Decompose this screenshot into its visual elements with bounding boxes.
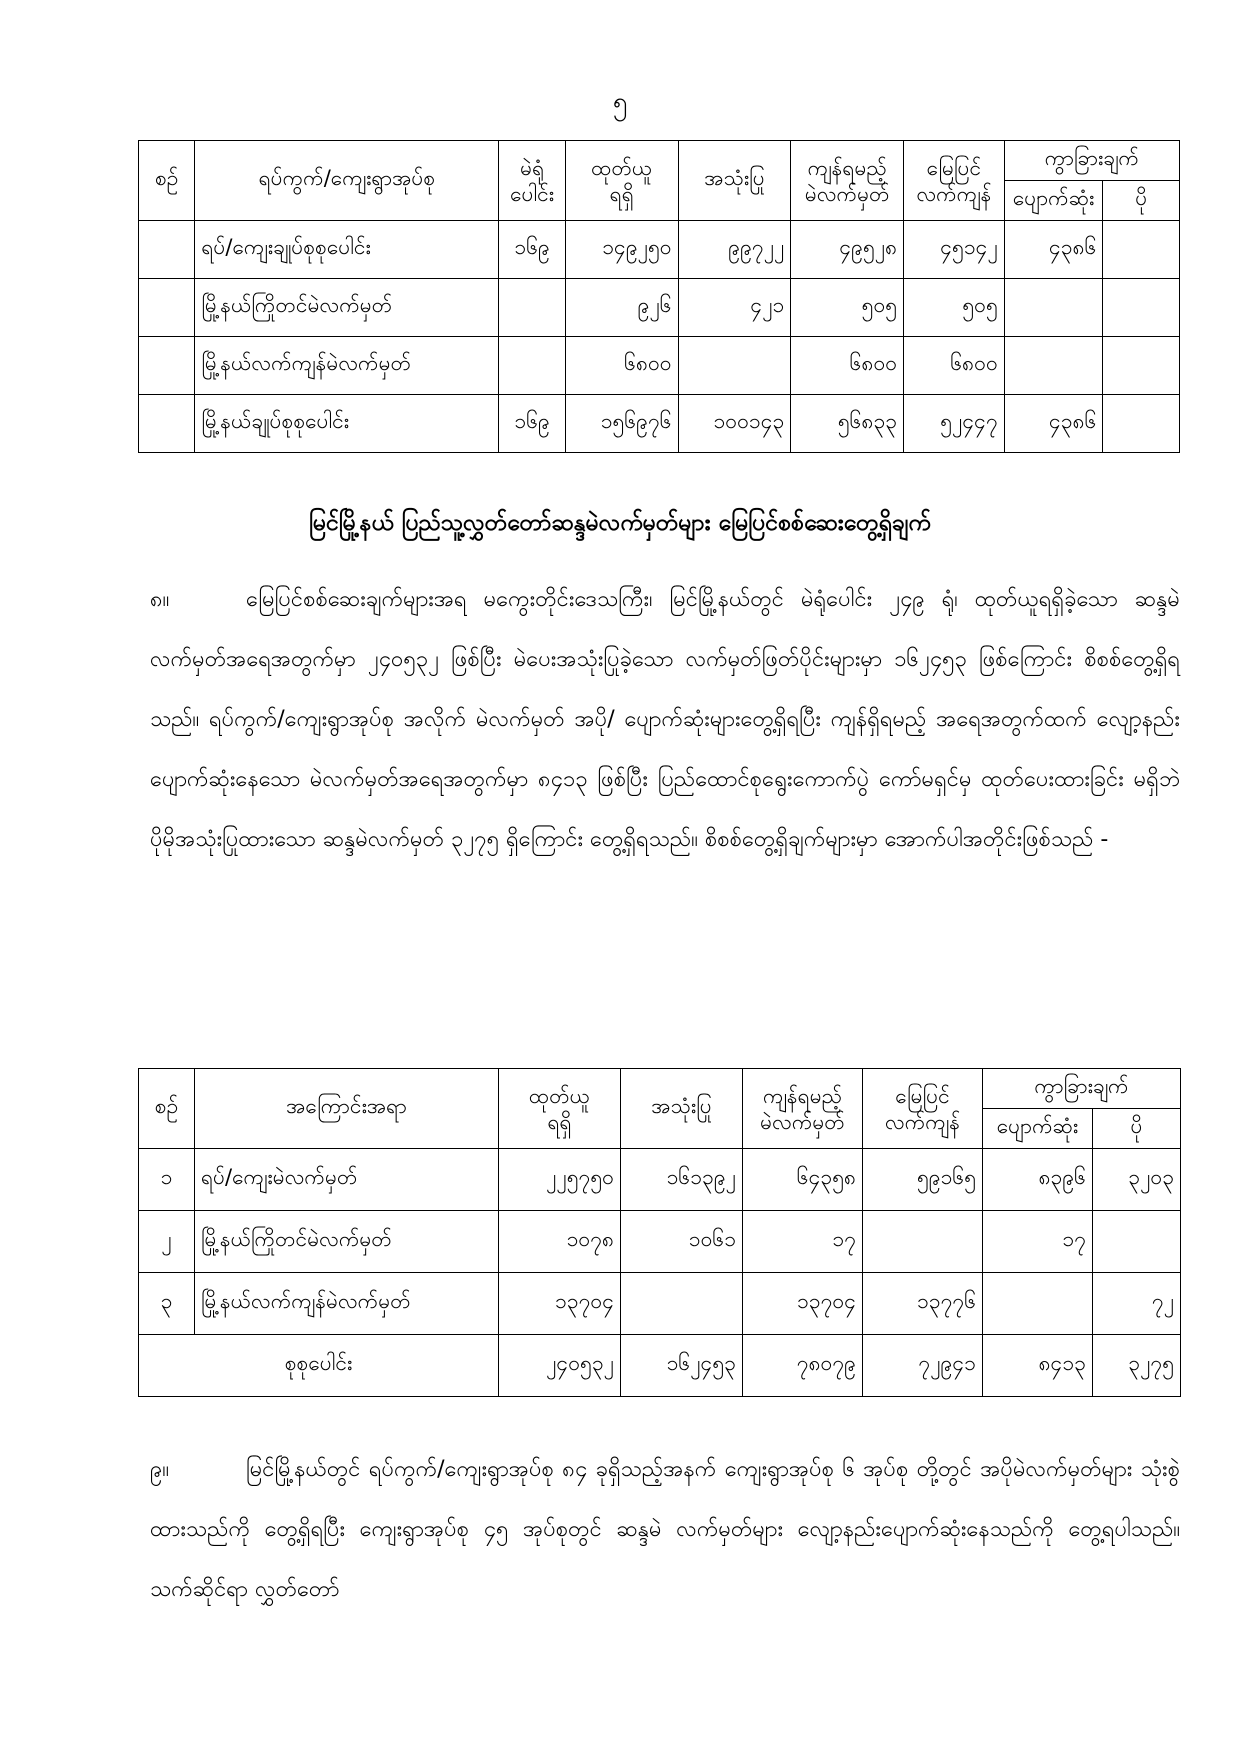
table-findings (138, 1068, 1181, 1397)
total-label: စုစုပေါင်း (139, 1335, 499, 1397)
paragraph-text: မြေပြင်စစ်ဆေးချက်များအရ မကွေးတိုင်းဒေသကြီး၊ မြင်မြို့နယ်တွင် မဲရုံပေါင်း ၂၄၉ ရုံ၊ ထုတ်ယူရရှိခဲ့သော ဆန္ဒမဲလက်မှတ်အရေအတွက်မှာ ၂၄၀၅၃၂ ဖြစ်ပြီး မဲပေးအသုံးပြုခဲ့သော လက်မှတ်ဖြတ်ပိုင်းများမှာ ၁၆၂၄၅၃ ဖြစ်ကြောင်း စိစစ်တွေ့ရှိရသည်။ ရပ်ကွက်/ကျေးရွာအုပ်စု အလိုက် မဲလက်မှတ် အပို/ ပျောက်ဆုံးများတွေ့ရှိရပြီး ကျန်ရှိရမည့် အရေအတွက်ထက် လျော့နည်း ပျောက်ဆုံးနေသော မဲလက်မှတ်အရေအတွက်မှာ ၈၄၁၃ ဖြစ်ပြီး ပြည်ထောင်စုရွေးကောက်ပွဲ ကော်မရှင်မှ ထုတ်ပေးထားခြင်း မရှိဘဲ ပိုမိုအသုံးပြုထားသော ဆန္ဒမဲလက်မှတ် ၃၂၇၅ ရှိကြောင်း တွေ့ရှိရသည်။ စိစစ်တွေ့ရှိချက်များမှာ အောက်ပါအတိုင်းဖြစ်သည် - (150, 587, 1180, 852)
header-difference: ကွာခြားချက် (983, 1069, 1181, 1109)
table-row: ၁ ရပ်/ကျေးမဲလက်မှတ် ၂၂၅၇၅၀ ၁၆၁၃၉၂ ၆၄၃၅၈ ၅၉၁၆၅ ၈၃၉၆ ၃၂၀၃ (139, 1149, 1181, 1211)
header-excess: ပို (1093, 1109, 1181, 1149)
table-row: ၂ မြို့နယ်ကြိုတင်မဲလက်မှတ် ၁၀၇၈ ၁၀၆၁ ၁၇ ၁၇ (139, 1211, 1181, 1273)
header-remaining: ကျန်ရမည့် မဲလက်မှတ် (743, 1069, 863, 1149)
paragraph-text: မြင်မြို့နယ်တွင် ရပ်ကွက်/ကျေးရွာအုပ်စု ၈၄ ခုရှိသည့်အနက် ကျေးရွာအုပ်စု ၆ အုပ်စု တို့တွင် အပိုမဲလက်မှတ်များ သုံးစွဲထားသည်ကို တွေ့ရှိရပြီး ကျေးရွာအုပ်စု ၄၅ အုပ်စုတွင် ဆန္ဒမဲ လက်မှတ်များ လျော့နည်းပျောက်ဆုံးနေသည်ကို တွေ့ရပါသည်။ သက်ဆိုင်ရာ လွှတ်တော် (150, 1457, 1180, 1602)
header-received: ထုတ်ယူ ရရှိ (499, 1069, 621, 1149)
header-received: ထုတ်ယူ ရရှိ (565, 141, 678, 221)
table-row: မြို့နယ်ချုပ်စုစုပေါင်း ၁၆၉ ၁၅၆၉၇၆ ၁၀၀၁၄၃ ၅၆၈၃၃ ၅၂၄၄၇ ၄၃၈၆ (139, 395, 1180, 453)
header-remaining: ကျန်ရမည့် မဲလက်မှတ် (791, 141, 904, 221)
table-row: ၃ မြို့နယ်လက်ကျန်မဲလက်မှတ် ၁၃၇၀၄ ၁၃၇၀၄ ၁၃၇၇၆ ၇၂ (139, 1273, 1181, 1335)
table-total-row: စုစုပေါင်း ၂၄၀၅၃၂ ၁၆၂၄၅၃ ၇၈၀၇၉ ၇၂၉၄၁ ၈၄၁၃ ၃၂၇၅ (139, 1335, 1181, 1397)
paragraph-number: ၉။ (150, 1457, 170, 1482)
table-township-summary (138, 140, 1180, 453)
header-subject: အကြောင်းအရာ (195, 1069, 499, 1149)
paragraph-9 (150, 1440, 1180, 1620)
table-row: မြို့နယ်လက်ကျန်မဲလက်မှတ် ၆၈၀၀ ၆၈၀၀ ၆၈၀၀ (139, 337, 1180, 395)
header-lost: ပျောက်ဆုံး (983, 1109, 1093, 1149)
section-title: မြင်မြို့နယ် ပြည်သူ့လွှတ်တော်ဆန္ဒမဲလက်မှတ်များ မြေပြင်စစ်ဆေးတွေ့ရှိချက် (309, 510, 931, 536)
header-field-balance: မြေပြင် လက်ကျန် (863, 1069, 983, 1149)
header-lost: ပျောက်ဆုံး (1004, 181, 1103, 221)
page-number: ၅ (612, 87, 628, 117)
paragraph-8 (150, 570, 1180, 870)
header-no: စဉ် (139, 141, 195, 221)
header-field-balance: မြေပြင် လက်ကျန် (904, 141, 1005, 221)
header-no: စဉ် (139, 1069, 195, 1149)
table-row: မြို့နယ်ကြိုတင်မဲလက်မှတ် ၉၂၆ ၄၂၁ ၅၀၅ ၅၀၅ (139, 279, 1180, 337)
header-name: ရပ်ကွက်/ကျေးရွာအုပ်စု (195, 141, 499, 221)
header-difference: ကွာခြားချက် (1004, 141, 1179, 181)
header-used: အသုံးပြု (621, 1069, 743, 1149)
header-used: အသုံးပြု (678, 141, 791, 221)
header-household: မဲရုံ ပေါင်း (499, 141, 565, 221)
table-row: ရပ်/ကျေးချုပ်စုစုပေါင်း ၁၆၉ ၁၄၉၂၅၀ ၉၉၇၂၂ ၄၉၅၂၈ ၄၅၁၄၂ ၄၃၈၆ (139, 221, 1180, 279)
paragraph-number: ၈။ (150, 587, 170, 612)
header-excess: ပို (1103, 181, 1180, 221)
